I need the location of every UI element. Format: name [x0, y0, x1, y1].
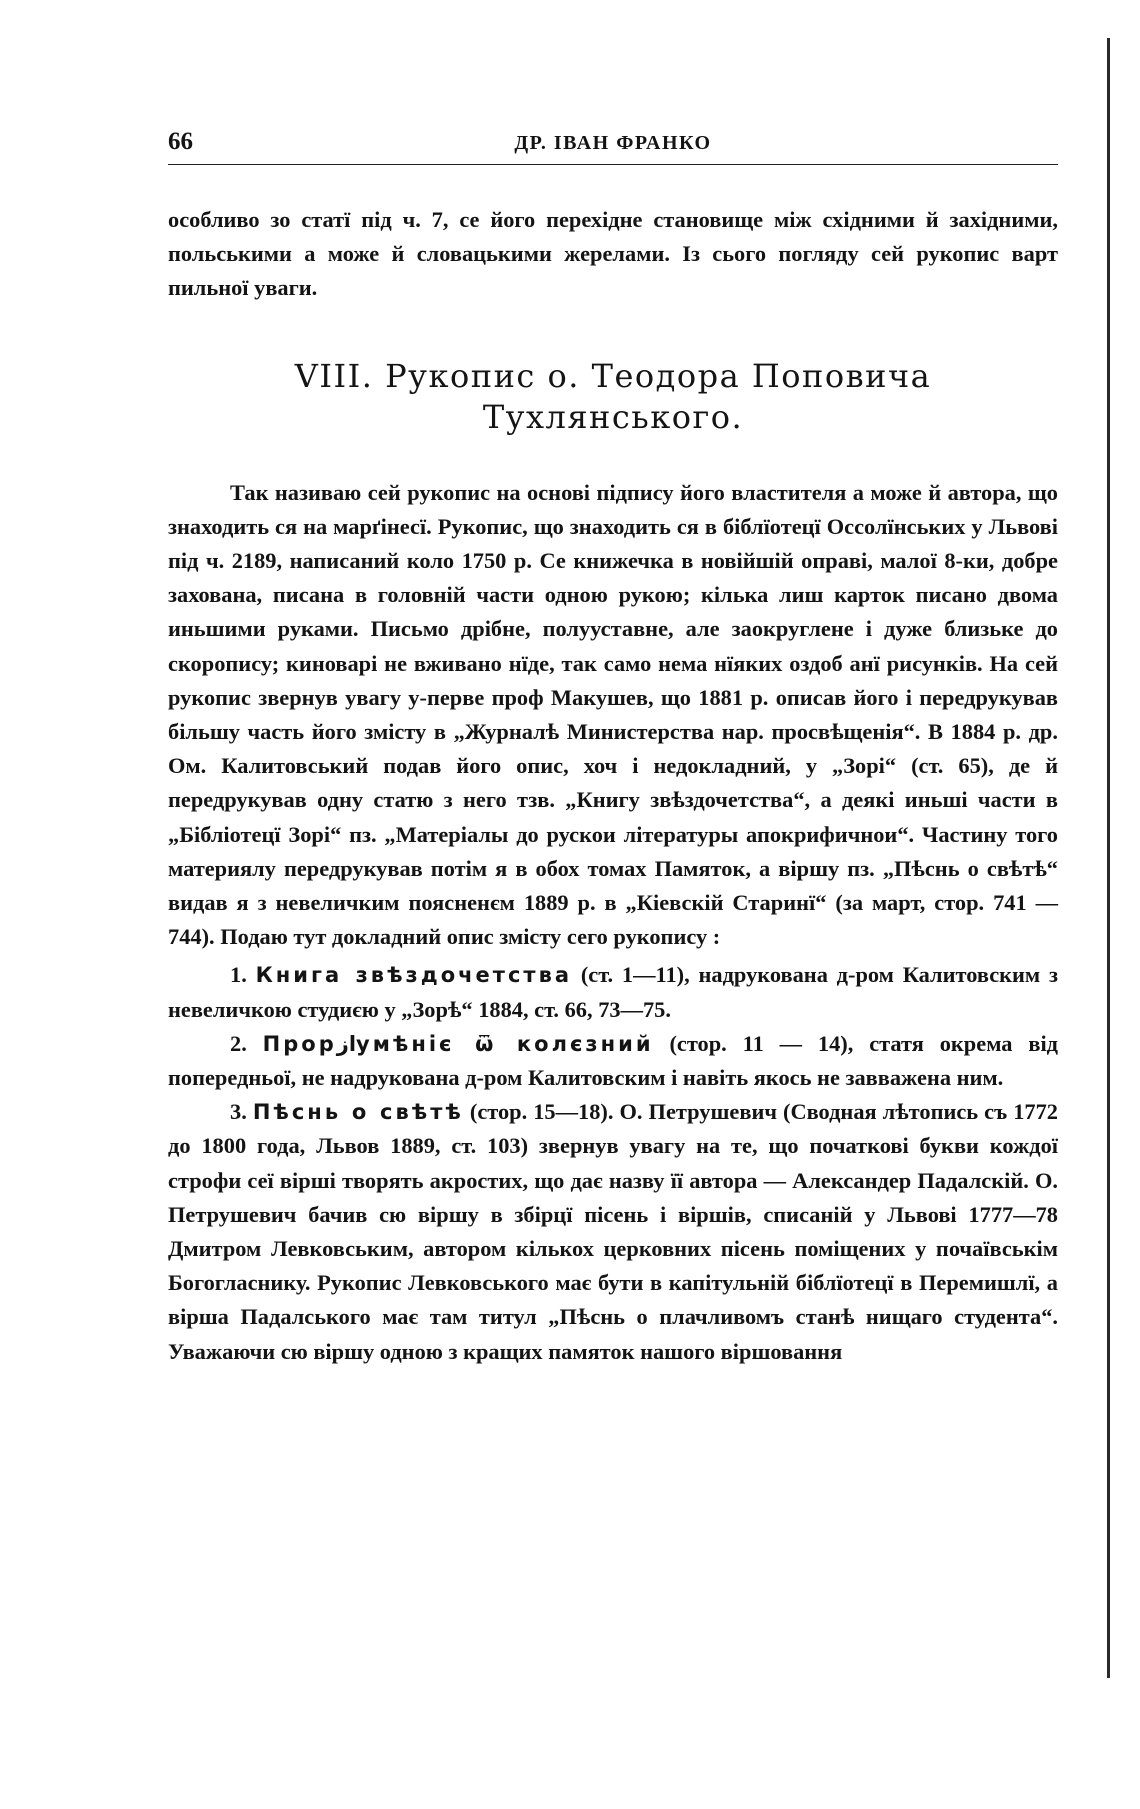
item-old-slavonic-title: Прорازумѣніє ѿ колєзний: [262, 1031, 654, 1056]
intro-paragraph: [168, 203, 1058, 306]
item-text: (стор. 15—18). О. Петрушевич (Сводная лѣтопись съ 1772 до 1800 года, Львов 1889, ст. 103) звернув увагу на те, що початкові букви кождої строфи сеї вірші творять акростих, що дає назву її автора — Александер Падалскій. О. Петрушевич бачив сю віршу в збірцї пісень і віршів, списаній у Львові 1777—78 Дмитром Левковським, автором кількох церковних пісень поміщених у почаївськім Богогласнику. Рукопис Левковського має бути в капітульній біблїотецї в Перемишлї, а вірша Падалського має там титул „Пѣснь о плачливомъ станѣ нищаго студента“. Уважаючи сю віршу одною з кращих памяток нашого віршовання: [168, 1099, 1058, 1364]
list-item: [168, 1095, 1058, 1369]
main-paragraph-text: Так називаю сей рукопис на основі підпису його властителя а може й автора, що знаходить ся на марґінесї. Рукопис, що знаходить ся в біблїотецї Оссолїнських у Львові під ч. 2189, написаний коло 1750 р. Се книжечка в новійшій оправі, малої 8-ки, добре захована, писана в головній части одною рукою; кілька лиш карток писано двома иньшими руками. Письмо дрібне, полууставне, але заокруглене і дуже близьке до скоропису; киноварі не вживано нїде, так само нема нїяких оздоб анї рисунків. На сей рукопис звернув увагу у-перве проф Макушев, що 1881 р. описав його і передрукував більшу часть його змісту в „Журналѣ Министерства нар. просвѣщенія“. В 1884 р. др. Ом. Калитовський подав його опис, хоч і недокладний, у „Зорі“ (ст. 65), де й передрукував одну статю з него тзв. „Книгу звѣздочетства“, а деякі иньші части в „Бібліотецї Зорі“ пз. „Матеріалы до рускои літературы апокрифичнои“. Частину того материялу передрукував потім я в обох томах Памяток, а віршу пз. „Пѣснь о свѣтѣ“ видав я з невеличким поясненєм 1889 р. в „Кіевскій Старинї“ (за март, стор. 741 — 744). Подаю тут докладний опис змісту сего рукопису :: [168, 479, 1058, 950]
item-number: 3.: [230, 1099, 247, 1125]
item-text: (ст. 1—11), надрукована д-ром Калитовским з невеличкою студиєю у „Зорѣ“ 1884, ст. 66, 73—75.: [168, 962, 1058, 1022]
item-text: (стор. 11 — 14), статя окрема від попередньої, не надрукована д-ром Калитовским і навіть якось не завважена ним.: [168, 1030, 1058, 1091]
item-number: 1.: [230, 962, 247, 988]
list-item: [168, 958, 1058, 1026]
page-number: 66: [168, 128, 193, 155]
binding-edge-line: [1107, 38, 1110, 1678]
item-old-slavonic-title: Книга звѣздочетства: [255, 963, 573, 988]
item-old-slavonic-title: Пѣснь о свѣтѣ: [252, 1100, 464, 1125]
book-page: [168, 128, 1058, 1369]
intro-text: особливо зо статї під ч. 7, се його перехідне становище між східними й західними, польськими а може й словацькими жерелами. Із сього погляду сей рукопис варт пильної уваги.: [168, 207, 1058, 301]
list-item: [168, 1027, 1058, 1095]
running-head: ДР. ІВАН ФРАНКО: [514, 132, 712, 154]
section-title-line-1: VIII. Рукопис о. Теодора Поповича: [294, 356, 932, 395]
main-paragraph: [168, 476, 1058, 955]
section-title: [168, 356, 1058, 438]
section-title-line-2: Тухлянського.: [482, 397, 744, 436]
page-header: [168, 128, 1058, 165]
item-number: 2.: [230, 1030, 247, 1056]
